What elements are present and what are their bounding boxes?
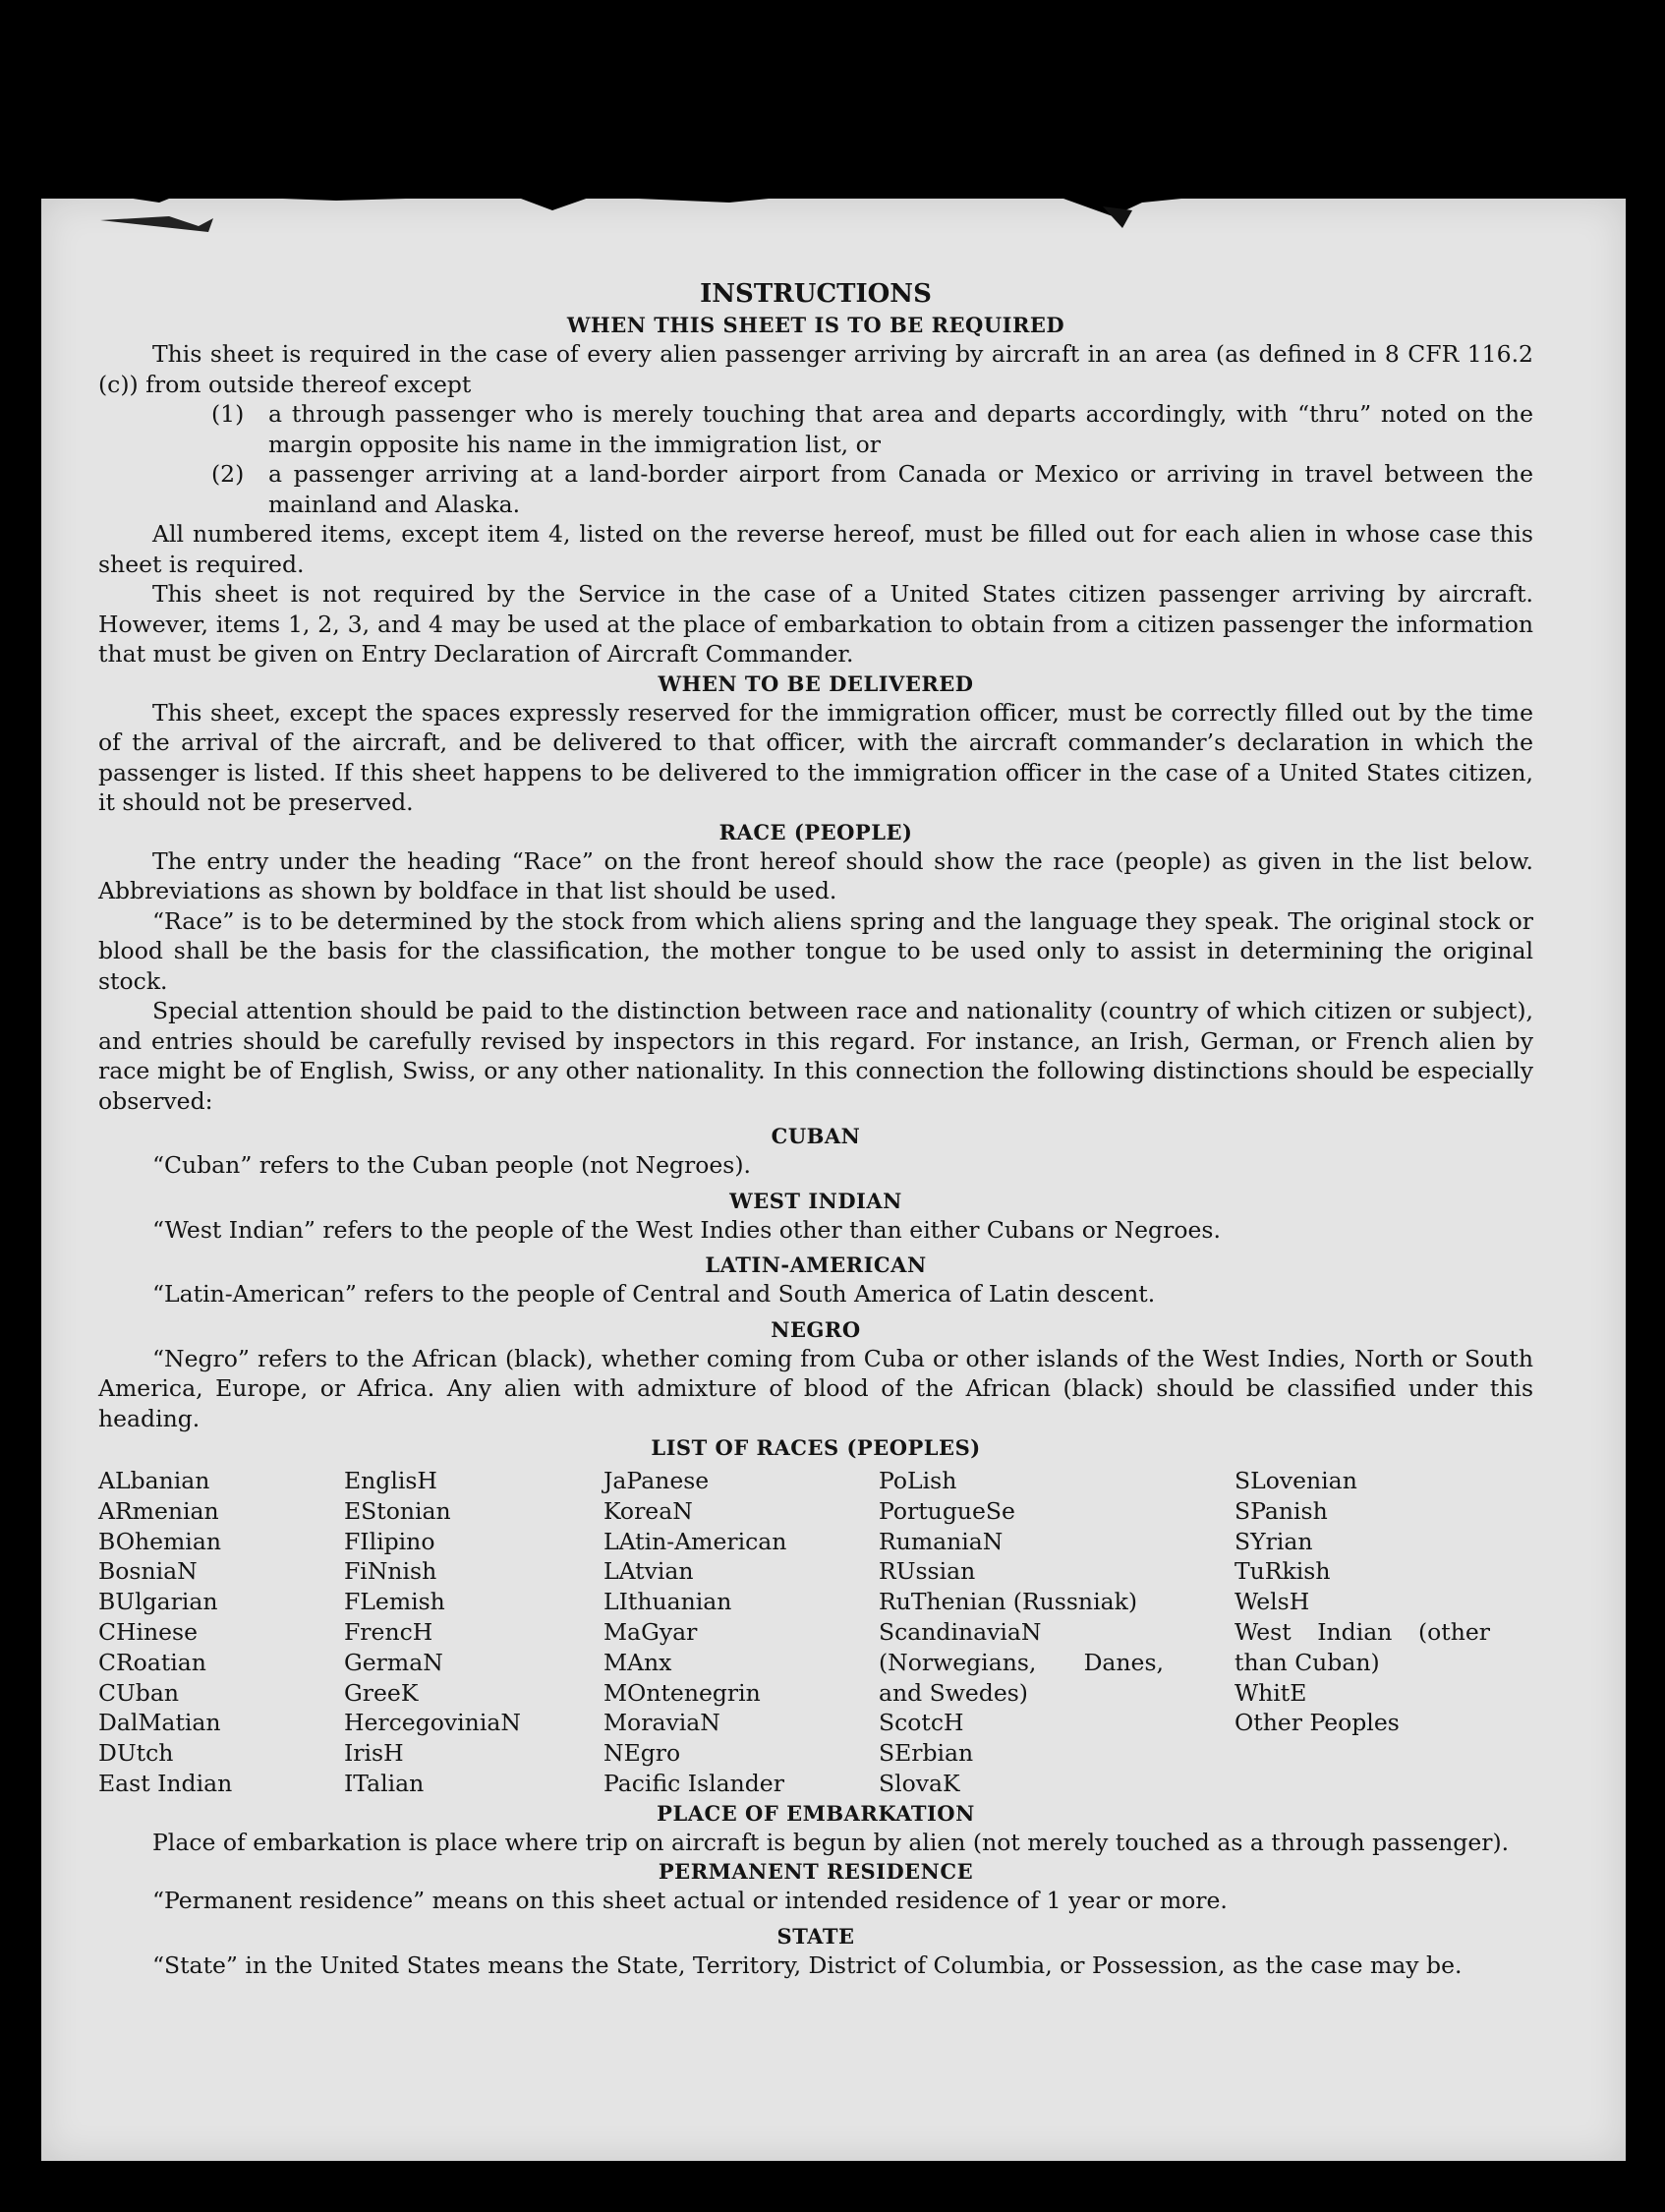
section-heading-permanent-residence: PERMANENT RESIDENCE	[658, 1859, 974, 1885]
paragraph: “Latin-American” refers to the people of Central and South America of Latin descent.	[152, 1280, 1156, 1308]
race-entry: MAnx	[603, 1648, 672, 1676]
race-entry: FrencH	[344, 1617, 433, 1646]
race-entry: WhitE	[1234, 1678, 1307, 1707]
races-column	[344, 1466, 603, 1799]
race-entry: SYrian	[1234, 1527, 1313, 1555]
race-entry: HercegoviniaN	[344, 1709, 521, 1737]
race-entry: TuRkish	[1234, 1557, 1331, 1586]
item-number: (1)	[211, 400, 245, 428]
race-entry: IrisH	[344, 1739, 404, 1768]
section-heading-when-required: WHEN THIS SHEET IS TO BE REQUIRED	[566, 313, 1065, 337]
race-entry: ITalian	[344, 1769, 425, 1797]
race-entry: CHinese	[98, 1617, 198, 1646]
item-number: (2)	[211, 460, 245, 488]
paragraph: “West Indian” refers to the people of the West Indies other than either Cubans or Negroes.	[152, 1215, 1221, 1244]
race-entry: CUban	[98, 1678, 179, 1707]
race-entry: FIlipino	[344, 1527, 435, 1555]
section-heading-when-delivered: WHEN TO BE DELIVERED	[658, 670, 974, 696]
races-column	[879, 1466, 1234, 1799]
race-entry: LIthuanian	[603, 1588, 732, 1616]
item-text: a passenger arriving at a land-border airport from Canada or Mexico or arriving in travel between the mainland and Alaska.	[268, 460, 1533, 518]
paragraph: “Race” is to be determined by the stock from which aliens spring and the language they speak. The original stock or blood shall be the basis for the classification, the mother tongue to be used only to assist in determining the original stock.	[98, 906, 1533, 995]
race-entry: BOhemian	[98, 1527, 221, 1555]
paragraph: Special attention should be paid to the distinction between race and nationality (country of which citizen or subject), and entries should be carefully revised by inspectors in this regard. For instance, an Irish, German, or French alien by race might be of English, Swiss, or any other nationality. In this connection the following distinctions should be especially observed:	[98, 997, 1533, 1115]
section-heading-cuban: CUBAN	[771, 1124, 861, 1148]
instructions-content	[98, 277, 1533, 1980]
torn-top-edge	[41, 193, 1626, 232]
exception-item	[98, 459, 1533, 519]
race-entry: RUssian	[879, 1557, 976, 1586]
race-entry: MaGyar	[603, 1617, 698, 1646]
section-heading-race: RACE (PEOPLE)	[718, 819, 913, 844]
paragraph: “Permanent residence” means on this sheet actual or intended residence of 1 year or more.	[152, 1887, 1228, 1915]
exception-item	[98, 399, 1533, 459]
race-entry: KoreaN	[603, 1496, 693, 1525]
paragraph: Place of embarkation is place where trip on aircraft is begun by alien (not merely touched as a through passenger).	[152, 1828, 1510, 1856]
item-text: a through passenger who is merely touching that area and departs accordingly, with “thru” noted on the margin opposite his name in the immigration list, or	[268, 400, 1533, 458]
paragraph: This sheet is not required by the Service in the case of a United States citizen passenger arriving by aircraft. However, items 1, 2, 3, and 4 may be used at the place of embarkation to obtain from a citizen passenger the information that must be given on Entry Declaration of Aircraft Commander.	[98, 580, 1533, 668]
race-entry: SErbian	[879, 1739, 974, 1768]
race-entry: NEgro	[603, 1739, 681, 1768]
race-entry: MOntenegrin	[603, 1678, 761, 1707]
race-entry: BUlgarian	[98, 1588, 218, 1616]
paragraph: The entry under the heading “Race” on the front hereof should show the race (people) as given in the list below. Abbreviations as shown by boldface in that list should be used.	[98, 846, 1533, 904]
race-entry: DUtch	[98, 1739, 174, 1768]
section-heading-latin-american: LATIN-AMERICAN	[705, 1252, 927, 1277]
paragraph: This sheet, except the spaces expressly reserved for the immigration officer, must be correctly filled out by the time of the arrival of the aircraft, and be delivered to that officer, with the aircraft commander’s declaration in which the passenger is listed. If this sheet happens to be delivered to the immigration officer in the case of a United States citizen, it should not be preserved.	[98, 698, 1533, 816]
race-entry: EnglisH	[344, 1467, 437, 1494]
races-list-heading: LIST OF RACES (PEOPLES)	[651, 1435, 981, 1460]
race-entry: RumaniaN	[879, 1527, 1004, 1555]
races-column	[1234, 1466, 1533, 1799]
race-entry: LAtvian	[603, 1557, 694, 1586]
section-intro: This sheet is required in the case of every alien passenger arriving by aircraft in an area (as defined in 8 CFR 116.2 (c)) from outside thereof except	[98, 340, 1533, 398]
race-entry: East Indian	[98, 1769, 233, 1797]
race-entry: FLemish	[344, 1588, 445, 1616]
race-entry: Other Peoples	[1234, 1709, 1400, 1737]
race-entry: SlovaK	[879, 1769, 960, 1797]
race-entry: West Indian (other than Cuban)	[1234, 1617, 1490, 1676]
race-entry: LAtin-American	[603, 1527, 787, 1555]
race-entry: PortugueSe	[879, 1496, 1015, 1525]
race-entry: EStonian	[344, 1496, 451, 1525]
paragraph: “State” in the United States means the State, Territory, District of Columbia, or Possession, as the case may be.	[152, 1950, 1463, 1979]
race-entry: ALbanian	[98, 1467, 210, 1494]
race-entry: CRoatian	[98, 1648, 206, 1676]
races-list	[98, 1466, 1533, 1799]
section-heading-negro: NEGRO	[771, 1316, 861, 1342]
section-heading-west-indian: WEST INDIAN	[729, 1188, 902, 1213]
race-entry: Pacific Islander	[603, 1769, 784, 1797]
race-entry: ARmenian	[98, 1496, 219, 1525]
race-entry: BosniaN	[98, 1557, 198, 1586]
race-entry: JaPanese	[603, 1467, 710, 1494]
race-entry: GermaN	[344, 1648, 443, 1676]
race-entry: ScandinaviaN (Norwegians, Danes, and Swedes)	[879, 1617, 1164, 1707]
race-entry: ScotcH	[879, 1709, 964, 1737]
races-column	[98, 1466, 344, 1799]
paragraph: All numbered items, except item 4, listed on the reverse hereof, must be filled out for each alien in whose case this sheet is required.	[98, 520, 1533, 578]
section-heading-state: STATE	[776, 1923, 855, 1949]
race-entry: FiNnish	[344, 1557, 437, 1586]
race-entry: RuThenian (Russniak)	[879, 1588, 1137, 1616]
paragraph: “Cuban” refers to the Cuban people (not Negroes).	[152, 1151, 752, 1179]
race-entry: MoraviaN	[603, 1709, 720, 1737]
section-heading-embarkation: PLACE OF EMBARKATION	[657, 1800, 975, 1826]
race-entry: DalMatian	[98, 1709, 221, 1737]
race-entry: SLovenian	[1234, 1467, 1357, 1494]
race-entry: PoLish	[879, 1467, 957, 1494]
races-column	[603, 1466, 879, 1799]
document-title: INSTRUCTIONS	[700, 279, 932, 309]
race-entry: WelsH	[1234, 1588, 1310, 1616]
paragraph: “Negro” refers to the African (black), whether coming from Cuba or other islands of the West Indies, North or South America, Europe, or Africa. Any alien with admixture of blood of the African (black) should be classified under this heading.	[98, 1344, 1533, 1432]
race-entry: SPanish	[1234, 1496, 1328, 1525]
race-entry: GreeK	[344, 1678, 419, 1707]
